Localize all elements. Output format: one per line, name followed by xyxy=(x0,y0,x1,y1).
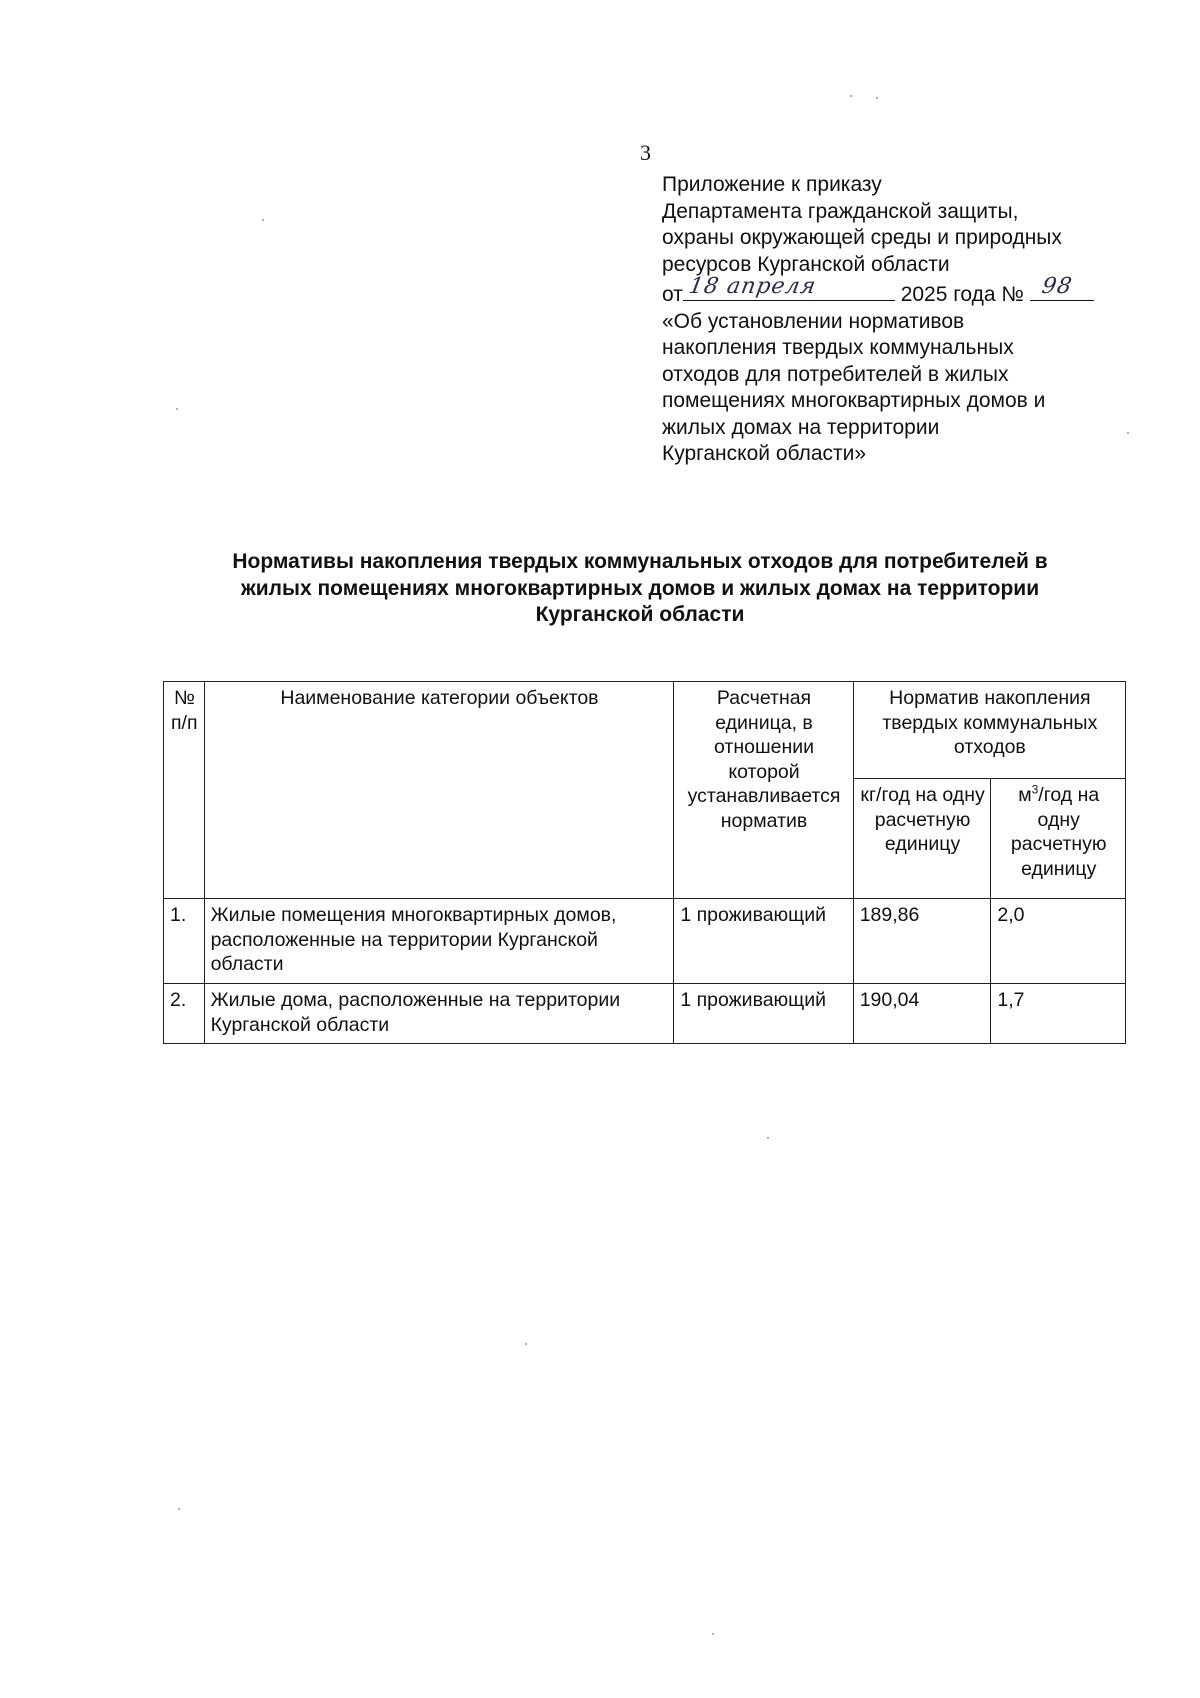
row-m3-value: 1,7 xyxy=(991,984,1126,1044)
scan-speck xyxy=(525,1343,527,1345)
appendix-line: Приложение к приказу xyxy=(662,173,882,196)
table-header-row xyxy=(164,682,1126,779)
m3-superscript: 3 xyxy=(1031,782,1039,797)
row-m3-value: 2,0 xyxy=(991,899,1126,984)
handwritten-date: 18 апреля xyxy=(686,273,819,299)
appendix-line: Департамента гражданской защиты, xyxy=(662,199,1019,223)
row-kg-value: 190,04 xyxy=(853,984,991,1044)
header-category-name: Наименование категории объектов xyxy=(204,682,674,899)
subject-line: Курганской области» xyxy=(662,442,867,465)
row-number: 1. xyxy=(164,899,205,984)
header-unit: Расчетная единица, в отношении которой устанавливается норматив xyxy=(674,682,853,899)
date-fill-field xyxy=(683,273,895,301)
subject-line: жилых домах на территории xyxy=(662,415,940,439)
page-number: 3 xyxy=(640,140,651,165)
appendix-block xyxy=(662,172,1122,468)
appendix-line: охраны окружающей среды и природных xyxy=(662,226,1062,249)
scan-speck xyxy=(850,95,852,97)
title-line: жилых помещениях многоквартирных домов и жилых домах на территории xyxy=(240,576,1040,600)
scan-speck xyxy=(876,97,878,99)
m3-unit: м xyxy=(1018,784,1032,806)
appendix-line: ресурсов Курганской области xyxy=(662,252,950,276)
scan-speck xyxy=(178,1508,180,1510)
subject-line: «Об установлении нормативов xyxy=(662,309,965,333)
scan-speck xyxy=(1127,432,1129,434)
row-unit: 1 проживающий xyxy=(674,899,853,984)
handwritten-number: 98 xyxy=(1039,273,1075,299)
scan-speck xyxy=(767,1137,769,1139)
row-number: 2. xyxy=(164,984,205,1044)
header-kg: кг/год на одну расчетную единицу xyxy=(853,779,991,899)
subject-line: отходов для потребителей в жилых xyxy=(662,362,1009,386)
scan-speck xyxy=(712,1633,714,1635)
table-row xyxy=(164,984,1126,1044)
row-category-name: Жилые помещения многоквартирных домов, расположенные на территории Курганской области xyxy=(204,899,674,984)
title-line: Нормативы накопления твердых коммунальных отходов для потребителей в xyxy=(232,550,1048,573)
document-title xyxy=(160,549,1120,629)
scan-speck xyxy=(262,219,264,221)
subject-line: помещениях многоквартирных домов и xyxy=(662,389,1046,412)
number-fill-field xyxy=(1030,273,1094,301)
header-m3 xyxy=(991,779,1126,899)
order-date-line xyxy=(662,273,1122,309)
row-category-name: Жилые дома, расположенные на территории Курганской области xyxy=(204,984,674,1044)
table-row xyxy=(164,899,1126,984)
date-prefix: от xyxy=(662,283,683,306)
year-text: 2025 года № xyxy=(900,283,1024,306)
row-unit: 1 проживающий xyxy=(674,984,853,1044)
m3-rest: /год на одну расчетную единицу xyxy=(1010,784,1107,880)
subject-line: накопления твердых коммунальных xyxy=(662,336,1014,359)
row-kg-value: 189,86 xyxy=(853,899,991,984)
norms-table xyxy=(163,681,1126,1044)
header-norm-group: Норматив накопления твердых коммунальных отходов xyxy=(853,682,1125,779)
header-number: № п/п xyxy=(164,682,205,899)
scan-speck xyxy=(176,408,178,410)
title-line: Курганской области xyxy=(535,603,745,626)
